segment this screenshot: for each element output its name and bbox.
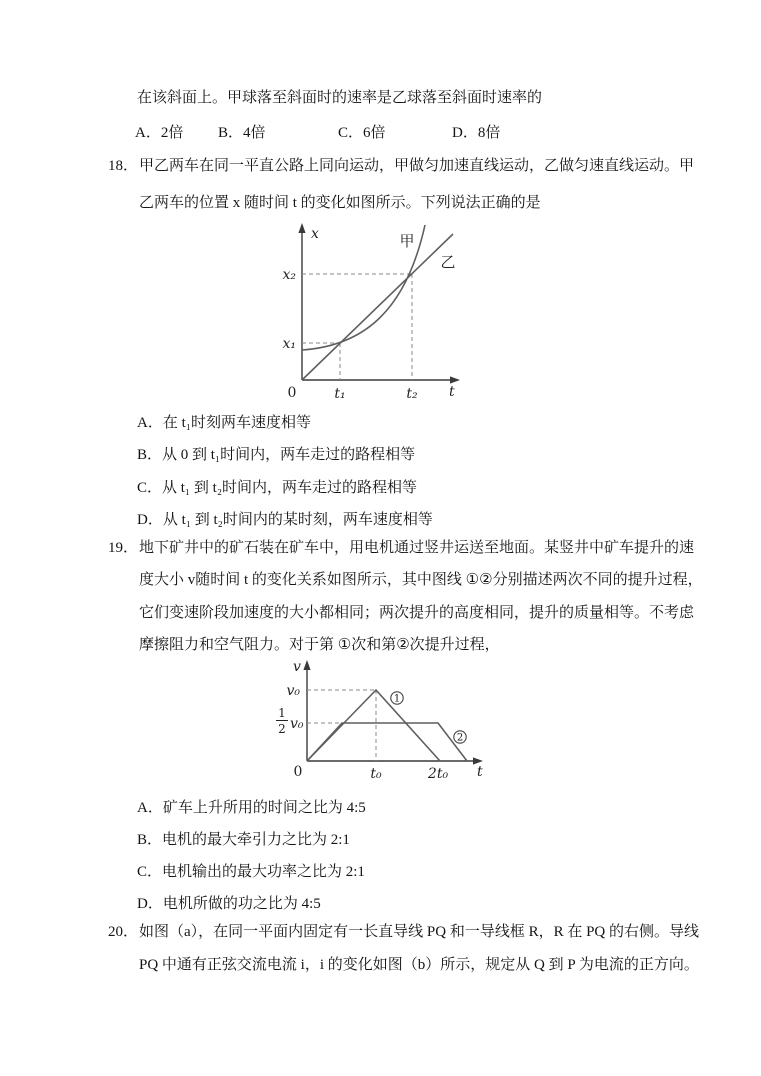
g2-curve-2-trapezoid	[307, 723, 467, 761]
q17-option-a: A．2倍	[135, 125, 184, 141]
q17-option-d: D．8倍	[452, 125, 501, 141]
g2-tick-2t0: 2t₀	[427, 766, 449, 782]
q18-option-a: A．在 t₁时刻两车速度相等	[137, 415, 311, 431]
g2-frac-denominator: 2	[278, 722, 286, 736]
q19-number: 19．	[108, 540, 139, 556]
q19-velocity-time-graph	[272, 658, 490, 790]
g1-curve-yi-line	[302, 234, 456, 380]
q18-option-c: C．从 t₁ 到 t₂时间内，两车走过的路程相等	[137, 480, 418, 496]
g1-tick-t2: t₂	[406, 386, 418, 402]
g1-xaxis-arrow-icon	[450, 376, 460, 383]
g2-curve-1-triangle	[307, 690, 440, 761]
g2-frac-numerator: 1	[278, 706, 286, 720]
g2-curve-1-digit: 1	[393, 693, 401, 705]
q18-option-b: B．从 0 到 t₁时间内，两车走过的路程相等	[137, 447, 416, 463]
q17-option-b: B．4倍	[218, 125, 266, 141]
g1-curve-jia-label: 甲	[399, 234, 415, 250]
g2-axes	[303, 660, 483, 765]
g2-frac-suffix: v₀	[290, 716, 304, 732]
g1-origin-label: 0	[287, 385, 297, 401]
q18-option-d: D．从 t₁ 到 t₂时间内的某时刻，两车速度相等	[137, 512, 433, 528]
q17-option-c: C．6倍	[338, 125, 386, 141]
g2-curve-2-digit: 2	[456, 732, 464, 744]
g2-curve-1-badge	[391, 692, 403, 705]
q19-text-line-3: 它们变速阶段加速度的大小都相同；两次提升的高度相同，提升的质量相等。不考虑	[139, 605, 695, 621]
q20-text-line-2: PQ 中通有正弦交流电流 i，i 的变化如图（b）所示，规定从 Q 到 P 为电流的正方向。	[139, 957, 699, 973]
g2-xlabel: t	[477, 764, 483, 780]
g2-ylabel: v	[293, 659, 301, 675]
q18-position-time-graph	[270, 220, 470, 408]
g2-tick-t0: t₀	[370, 766, 382, 782]
q19-option-a: A．矿车上升所用的时间之比为 4:5	[137, 800, 366, 816]
g1-curve-yi-label: 乙	[440, 255, 456, 271]
q18-number: 18．	[108, 158, 139, 174]
q17-tail-text: 在该斜面上。甲球落至斜面时的速率是乙球落至斜面时速率的	[137, 90, 543, 106]
g1-ylabel: x	[311, 226, 319, 242]
q19-text-line-4: 摩擦阻力和空气阻力。对于第 ①次和第②次提升过程，	[139, 637, 500, 653]
q19-option-b: B．电机的最大牵引力之比为 2:1	[137, 832, 350, 848]
q18-text-line-2: 乙两车的位置 x 随时间 t 的变化如图所示。下列说法正确的是	[139, 195, 541, 211]
g1-tick-x2: x₂	[282, 267, 296, 283]
q18-text-line-1: 甲乙两车在同一平直公路上同向运动，甲做匀加速直线运动，乙做匀速直线运动。甲	[139, 158, 695, 174]
q20-number: 20．	[108, 924, 139, 940]
g1-yaxis-arrow-icon	[298, 223, 305, 233]
g2-tick-half-v0	[276, 706, 304, 736]
g1-xlabel: t	[449, 384, 455, 400]
g2-curve-2-badge	[454, 731, 466, 744]
g2-yaxis-arrow-icon	[303, 660, 310, 670]
g2-origin-label: 0	[293, 764, 303, 780]
q19-option-d: D．电机所做的功之比为 4:5	[137, 896, 321, 912]
g2-tick-v0: v₀	[286, 683, 300, 699]
q19-text-line-2: 度大小 v随时间 t 的变化关系如图所示，其中图线 ①②分别描述两次不同的提升过程，	[139, 572, 703, 588]
g1-tick-x1: x₁	[282, 336, 296, 352]
q19-text-line-1: 地下矿井中的矿石装在矿车中，用电机通过竖井运送至地面。某竖井中矿车提升的速	[139, 540, 695, 556]
g1-tick-t1: t₁	[334, 386, 346, 402]
q20-text-line-1: 如图（a），在同一平面内固定有一长直导线 PQ 和一导线框 R，R 在 PQ 的右侧。导线	[139, 924, 700, 940]
q19-option-c: C．电机输出的最大功率之比为 2:1	[137, 864, 365, 880]
